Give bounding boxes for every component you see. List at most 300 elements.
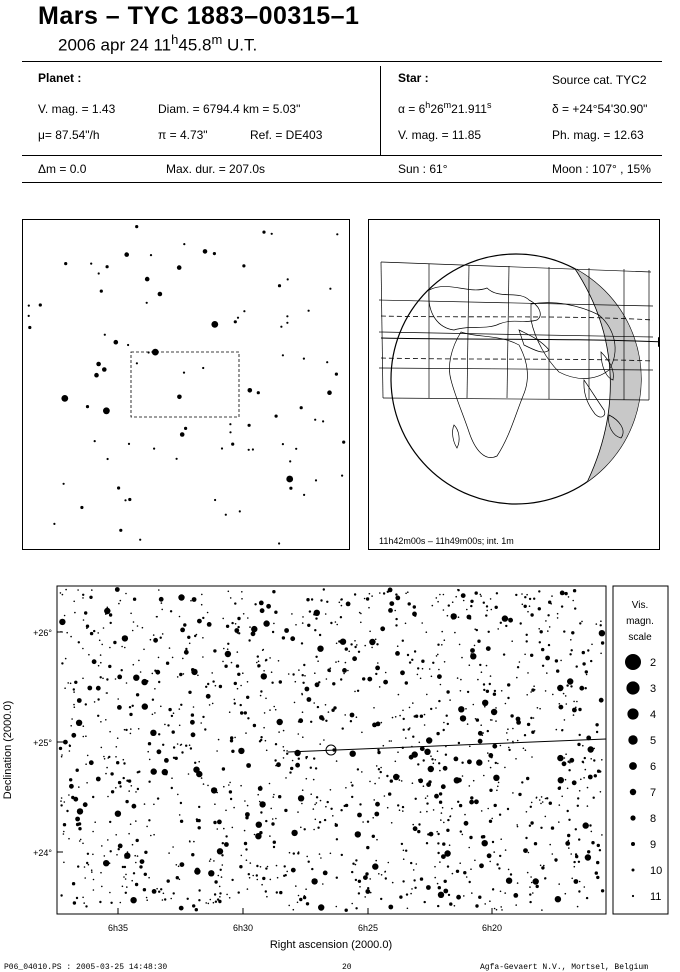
chart-star [200, 722, 202, 724]
chart-star [247, 805, 249, 807]
chart-star [601, 834, 603, 836]
chart-star [165, 773, 167, 775]
chart-star [379, 592, 381, 594]
chart-star [525, 749, 527, 751]
chart-star [195, 908, 198, 911]
chart-star [493, 745, 495, 747]
scale-label: 4 [650, 709, 657, 721]
chart-star [234, 702, 236, 704]
chart-star [336, 760, 338, 762]
chart-star [378, 768, 380, 770]
chart-star [298, 795, 304, 801]
chart-star [162, 899, 164, 901]
chart-star [384, 871, 386, 873]
finder-star [303, 358, 305, 360]
chart-star [355, 879, 357, 881]
chart-star [376, 722, 381, 727]
chart-star [207, 683, 209, 685]
chart-star [137, 788, 139, 790]
chart-star [458, 616, 460, 618]
chart-star [162, 744, 164, 746]
chart-star [140, 859, 145, 864]
chart-star [452, 873, 454, 875]
chart-star [302, 789, 304, 791]
chart-star [298, 895, 300, 897]
chart-star [295, 885, 297, 887]
chart-star [103, 860, 109, 866]
chart-star [253, 724, 256, 727]
zoom-box [131, 352, 239, 417]
chart-star [361, 771, 363, 773]
chart-star [524, 654, 526, 656]
chart-star [266, 750, 268, 752]
chart-star [219, 896, 221, 898]
chart-star [386, 775, 388, 777]
chart-star [486, 690, 489, 693]
finder-star [39, 303, 42, 306]
chart-star [375, 860, 377, 862]
chart-star [115, 587, 120, 592]
chart-star [191, 713, 194, 716]
chart-star [500, 906, 502, 908]
chart-star [60, 894, 62, 896]
chart-star [385, 877, 387, 879]
chart-star [88, 654, 90, 656]
chart-star [597, 770, 600, 773]
chart-star [475, 904, 478, 907]
chart-star [426, 631, 428, 633]
finder-star [61, 395, 68, 402]
finder-star [128, 498, 131, 501]
finder-star [286, 476, 293, 483]
chart-star [101, 845, 103, 847]
chart-star [275, 743, 277, 745]
chart-star [579, 622, 581, 624]
chart-star [66, 632, 68, 634]
finder-star [104, 334, 106, 336]
ra-sec: 21.911 [451, 102, 487, 116]
chart-star [323, 871, 328, 876]
chart-star [547, 614, 549, 616]
chart-star [596, 876, 599, 879]
chart-star [443, 594, 445, 596]
chart-star [229, 897, 231, 899]
chart-star [326, 678, 328, 680]
chart-star [104, 758, 106, 760]
chart-star [449, 844, 451, 846]
chart-star [474, 628, 476, 630]
chart-star [494, 908, 496, 910]
chart-star [459, 804, 462, 807]
chart-star [77, 865, 79, 867]
chart-star [218, 739, 220, 741]
chart-star [439, 801, 442, 804]
chart-star [540, 803, 542, 805]
globe-map [369, 220, 659, 549]
chart-star [545, 620, 547, 622]
chart-star [88, 864, 90, 866]
chart-star [83, 902, 85, 904]
chart-star [188, 691, 191, 694]
chart-star [313, 702, 315, 704]
chart-star [504, 892, 506, 894]
finder-star [127, 344, 129, 346]
chart-star [83, 736, 85, 738]
chart-star [560, 591, 565, 596]
chart-star [187, 636, 190, 639]
chart-star [545, 816, 547, 818]
finder-star [286, 322, 288, 324]
chart-star [286, 753, 288, 755]
chart-star [473, 780, 475, 782]
planet-parallax: π = 4.73" [158, 128, 208, 142]
chart-star [345, 647, 348, 650]
chart-star [85, 703, 87, 705]
chart-star [372, 863, 378, 869]
chart-star [388, 792, 391, 795]
chart-star [241, 598, 243, 600]
chart-star [365, 872, 368, 875]
finder-star [135, 225, 138, 228]
chart-star [234, 682, 237, 685]
chart-star [380, 626, 385, 631]
chart-star [207, 612, 209, 614]
chart-star [476, 759, 482, 765]
chart-star [318, 904, 324, 910]
chart-star [301, 803, 303, 805]
chart-star [272, 631, 274, 633]
chart-star [150, 639, 152, 641]
chart-star [542, 665, 544, 667]
chart-star [310, 767, 312, 769]
chart-star [234, 602, 236, 604]
finder-star [252, 448, 254, 450]
chart-star [146, 680, 148, 682]
chart-star [216, 750, 218, 752]
chart-star [454, 632, 456, 634]
chart-star [73, 704, 75, 706]
chart-star [414, 887, 416, 889]
chart-star [464, 821, 469, 826]
chart-star [564, 757, 566, 759]
chart-star [433, 809, 435, 811]
scale-label: 11 [650, 891, 662, 903]
chart-star [195, 868, 200, 873]
chart-star [170, 898, 172, 900]
chart-star [417, 667, 419, 669]
chart-star [551, 827, 553, 829]
chart-star [439, 594, 441, 596]
chart-star [435, 707, 437, 709]
chart-star [474, 645, 476, 647]
chart-star [402, 806, 404, 808]
chart-star [106, 767, 108, 769]
chart-star [601, 641, 604, 644]
finder-star [146, 302, 148, 304]
chart-star [320, 599, 322, 601]
chart-star [108, 665, 111, 668]
chart-star [375, 673, 377, 675]
chart-star [432, 605, 434, 607]
chart-star [83, 619, 85, 621]
chart-star [477, 679, 479, 681]
chart-star [424, 901, 426, 903]
chart-star [429, 668, 431, 670]
chart-star [443, 722, 445, 724]
chart-star [69, 745, 71, 747]
chart-star [482, 835, 485, 838]
chart-star [459, 862, 461, 864]
chart-star [121, 669, 123, 671]
chart-star [571, 649, 573, 651]
chart-star [138, 728, 140, 730]
chart-star [148, 742, 151, 745]
chart-star [71, 718, 73, 720]
chart-star [84, 866, 86, 868]
chart-star [517, 666, 519, 668]
chart-star [64, 687, 66, 689]
chart-star [319, 853, 321, 855]
chart-star [364, 645, 366, 647]
chart-star [190, 600, 192, 602]
chart-star [152, 673, 154, 675]
chart-star [531, 731, 534, 734]
chart-star [482, 700, 488, 706]
chart-star [572, 708, 577, 713]
chart-star [231, 750, 234, 753]
chart-star [144, 873, 147, 876]
chart-star [487, 752, 489, 754]
chart-star [273, 846, 275, 848]
chart-star [150, 835, 152, 837]
chart-star [243, 613, 245, 615]
chart-star [393, 774, 399, 780]
chart-star [407, 654, 409, 656]
chart-star [240, 711, 243, 714]
chart-star [198, 899, 200, 901]
chart-star [568, 819, 570, 821]
chart-star [109, 647, 111, 649]
y-tick-24: +24° [33, 848, 52, 858]
chart-star [227, 648, 229, 650]
chart-star [303, 664, 305, 666]
finder-star [119, 529, 122, 532]
chart-star [298, 733, 300, 735]
chart-star [578, 861, 580, 863]
chart-star [244, 711, 247, 714]
chart-star [600, 653, 602, 655]
chart-star [319, 743, 321, 745]
chart-star [552, 853, 554, 855]
chart-star [403, 858, 405, 860]
chart-star [82, 678, 84, 680]
chart-star [347, 670, 349, 672]
chart-star [205, 686, 207, 688]
chart-star [490, 767, 492, 769]
chart-star [115, 756, 117, 758]
chart-star [474, 799, 479, 804]
chart-star [399, 779, 401, 781]
chart-star [480, 724, 482, 726]
chart-star [170, 610, 172, 612]
chart-star [437, 833, 439, 835]
chart-star [354, 646, 356, 648]
chart-star [278, 795, 281, 798]
chart-star [257, 794, 259, 796]
chart-star [336, 906, 338, 908]
chart-star [171, 787, 173, 789]
chart-star [265, 740, 267, 742]
chart-star [519, 661, 521, 663]
chart-star [294, 702, 296, 704]
chart-star [493, 775, 499, 781]
chart-star [372, 817, 374, 819]
chart-star [408, 728, 410, 730]
chart-star [228, 591, 230, 593]
finder-star [28, 315, 30, 317]
chart-star [507, 683, 510, 686]
chart-star [529, 893, 531, 895]
chart-star [564, 719, 566, 721]
chart-star [380, 771, 382, 773]
finder-star [243, 310, 245, 312]
chart-star [237, 617, 240, 620]
chart-star [234, 628, 239, 633]
chart-star [191, 853, 194, 856]
chart-star [524, 596, 526, 598]
chart-star [495, 720, 497, 722]
chart-star [526, 777, 529, 780]
chart-star [251, 626, 257, 632]
chart-star [172, 846, 174, 848]
chart-star [84, 877, 86, 879]
chart-star [319, 821, 321, 823]
chart-star [260, 608, 265, 613]
finder-star [231, 443, 234, 446]
chart-star [508, 749, 510, 751]
chart-star [459, 644, 461, 646]
scale-label: 7 [650, 787, 657, 799]
chart-star [109, 731, 111, 733]
chart-star [107, 796, 109, 798]
finder-star [242, 264, 245, 267]
chart-star [355, 859, 357, 861]
header-top-rule [22, 61, 662, 62]
chart-star [577, 805, 579, 807]
chart-star [146, 899, 148, 901]
chart-star [311, 868, 313, 870]
chart-star [544, 878, 546, 880]
chart-star [198, 826, 201, 829]
chart-star [454, 757, 459, 762]
chart-star [246, 763, 251, 768]
chart-star [444, 639, 446, 641]
scale-dot [631, 842, 635, 846]
chart-star [501, 690, 503, 692]
chart-star [77, 589, 79, 591]
event-datetime [58, 32, 257, 56]
chart-star [448, 894, 450, 896]
chart-star [153, 834, 155, 836]
finder-star [106, 265, 109, 268]
chart-star [517, 882, 519, 884]
chart-star [363, 875, 368, 880]
chart-star [118, 844, 123, 849]
chart-star [466, 609, 468, 611]
chart-star [345, 909, 348, 912]
chart-star [157, 749, 162, 754]
ra-h-unit: h [425, 100, 431, 110]
finder-star [90, 263, 92, 265]
chart-star [272, 818, 274, 820]
chart-star [241, 591, 243, 593]
chart-star [394, 610, 396, 612]
chart-star [276, 891, 278, 893]
chart-star [222, 618, 224, 620]
chart-star [130, 613, 132, 615]
chart-star [177, 794, 179, 796]
chart-star [384, 795, 386, 797]
chart-star [257, 664, 260, 667]
chart-star [247, 888, 249, 890]
chart-star [424, 749, 430, 755]
chart-star [177, 743, 179, 745]
chart-star [153, 804, 155, 806]
chart-star [526, 811, 528, 813]
chart-star [302, 682, 304, 684]
chart-star [269, 783, 271, 785]
chart-star [470, 648, 475, 653]
chart-star [388, 862, 390, 864]
chart-star [547, 630, 549, 632]
finder-star [280, 326, 282, 328]
chart-star [75, 817, 80, 822]
chart-star [493, 851, 495, 853]
chart-star [317, 646, 323, 652]
chart-star [470, 796, 473, 799]
chart-star [444, 661, 446, 663]
chart-star [428, 766, 434, 772]
chart-star [411, 888, 413, 890]
chart-star [63, 740, 68, 745]
finder-star [28, 326, 31, 329]
scale-label: 10 [650, 865, 663, 877]
chart-star [398, 694, 400, 696]
chart-star [258, 786, 263, 791]
finder-star [96, 362, 101, 367]
chart-star [314, 804, 316, 806]
scale-title-3: scale [628, 632, 652, 643]
chart-star [72, 882, 75, 885]
chart-star [469, 836, 472, 839]
chart-star [549, 802, 552, 805]
chart-star [549, 844, 551, 846]
chart-star [246, 859, 248, 861]
chart-star [201, 777, 203, 779]
chart-star [494, 804, 497, 807]
chart-star [336, 624, 338, 626]
chart-star [86, 862, 88, 864]
star-phmag: Ph. mag. = 12.63 [552, 128, 644, 142]
chart-star [258, 661, 260, 663]
chart-star [286, 750, 288, 752]
chart-star [523, 848, 528, 853]
chart-star [327, 801, 329, 803]
chart-star [125, 892, 127, 894]
chart-star [284, 865, 286, 867]
chart-star [273, 794, 275, 796]
chart-star [373, 799, 375, 801]
